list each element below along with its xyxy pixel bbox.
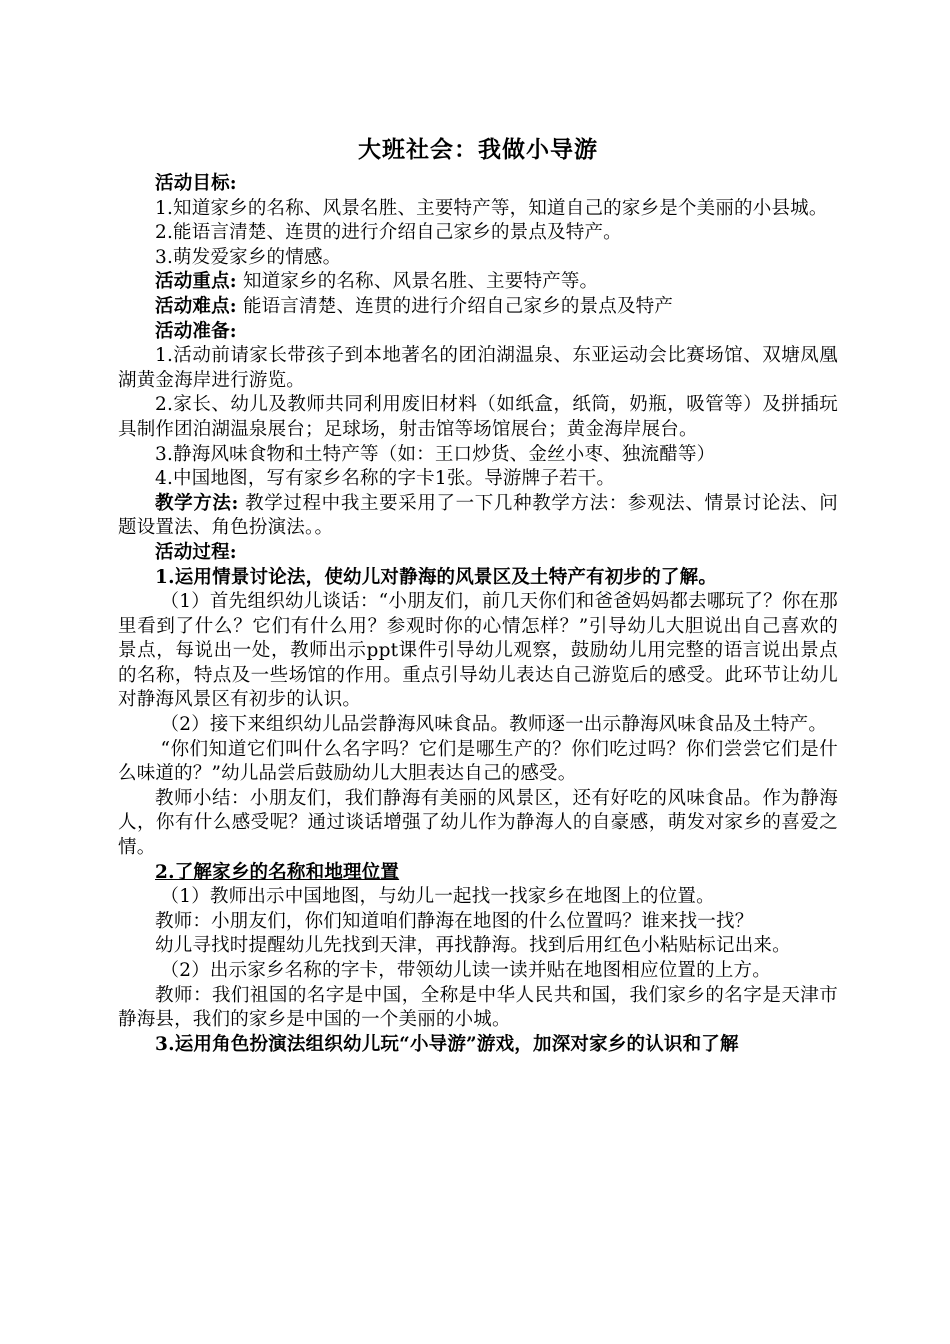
prep-item: 4.中国地图，写有家乡名称的字卡1张。导游牌子若干。: [155, 468, 616, 490]
prep-heading: 活动准备:: [155, 320, 237, 342]
goals-heading: 活动目标:: [155, 173, 237, 194]
key-point-text: 知道家乡的名称、风景名胜、主要特产等。: [242, 271, 599, 293]
step2-paragraph: 教师：小朋友们，你们知道咱们静海在地图的什么位置吗？谁来找一找？: [155, 910, 754, 932]
process-heading: 活动过程:: [155, 541, 237, 563]
prep-item: 2.家长、幼儿及教师共同利用废旧材料（如纸盒，纸筒，奶瓶，吸管等）及拼插玩具制作团泊湖温泉展台；足球场，射击馆等场馆展台；黄金海岸展台。: [118, 394, 838, 440]
step2-title-text: 2.了解家乡的名称和地理位置: [155, 861, 400, 883]
step2-paragraph: 幼儿寻找时提醒幼儿先找到天津，再找静海。找到后用红色小粘贴标记出来。: [155, 935, 791, 957]
method-paragraph: [118, 492, 838, 541]
difficulty-text: 能语言清楚、连贯的进行介绍自己家乡的景点及特产: [242, 295, 674, 317]
difficulty-label: 活动难点:: [155, 295, 237, 317]
step2-paragraph: （1）教师出示中国地图，与幼儿一起找一找家乡在地图上的位置。: [160, 886, 715, 908]
document-page: [118, 128, 838, 1057]
step3-title: 3.运用角色扮演法组织幼儿玩“小导游”游戏，加深对家乡的认识和了解: [155, 1033, 739, 1055]
step2-paragraph: 教师：我们祖国的名字是中国，全称是中华人民共和国，我们家乡的名字是天津市静海县，我们的家乡是中国的一个美丽的小城。: [118, 984, 838, 1031]
goal-item: 1.知道家乡的名称、风景名胜、主要特产等，知道自己的家乡是个美丽的小县城。: [155, 197, 828, 219]
step1-paragraph: “你们知道它们叫什么名字吗？它们是哪生产的？你们吃过吗？你们尝尝它们是什么味道的？”幼儿品尝后鼓励幼儿大胆表达自己的感受。: [118, 738, 838, 785]
difficulty-paragraph: [118, 295, 838, 320]
step1-paragraph: （2）接下来组织幼儿品尝静海风味食品。教师逐一出示静海风味食品及土特产。: [160, 714, 828, 736]
method-text: 教学过程中我主要采用了一下几种教学方法：参观法、情景讨论法、问题设置法、角色扮演法。。: [118, 492, 838, 539]
document-title: 大班社会：我做小导游: [358, 136, 598, 163]
step1-paragraph: 教师小结：小朋友们，我们静海有美丽的风景区，还有好吃的风味食品。作为静海人，你有什么感受呢？通过谈话增强了幼儿作为静海人的自豪感，萌发对家乡的喜爱之情。: [118, 787, 838, 859]
step1-paragraph: （1）首先组织幼儿谈话：“小朋友们，前几天你们和爸爸妈妈都去哪玩了？你在那里看到了什么？它们有什么用？参观时你的心情怎样？”引导幼儿大胆说出自己喜欢的景点，每说出一处，教师出示ppt课件引导幼儿观察，鼓励幼儿用完整的语言说出景点的名称，特点及一些场馆的作用。重点引导幼儿表达自己游览后的感受。此环节让幼儿对静海风景区有初步的认识。: [118, 591, 838, 711]
prep-item: 1.活动前请家长带孩子到本地著名的团泊湖温泉、东亚运动会比赛场馆、双塘凤凰湖黄金海岸进行游览。: [118, 345, 838, 391]
goal-item: 2.能语言清楚、连贯的进行介绍自己家乡的景点及特产。: [155, 222, 622, 244]
step2-title: [118, 861, 838, 886]
prep-item: 3.静海风味食物和土特产等（如：王口炒货、金丝小枣、独流醋等）: [155, 443, 716, 465]
key-point-paragraph: [118, 270, 838, 295]
goal-item: 3.萌发爱家乡的情感。: [155, 246, 342, 268]
step1-title: 1.运用情景讨论法，使幼儿对静海的风景区及土特产有初步的了解。: [155, 566, 718, 588]
step2-paragraph: （2）出示家乡名称的字卡，带领幼儿读一读并贴在地图相应位置的上方。: [160, 960, 771, 981]
method-label: 教学方法:: [155, 492, 239, 514]
key-point-label: 活动重点:: [155, 271, 237, 293]
